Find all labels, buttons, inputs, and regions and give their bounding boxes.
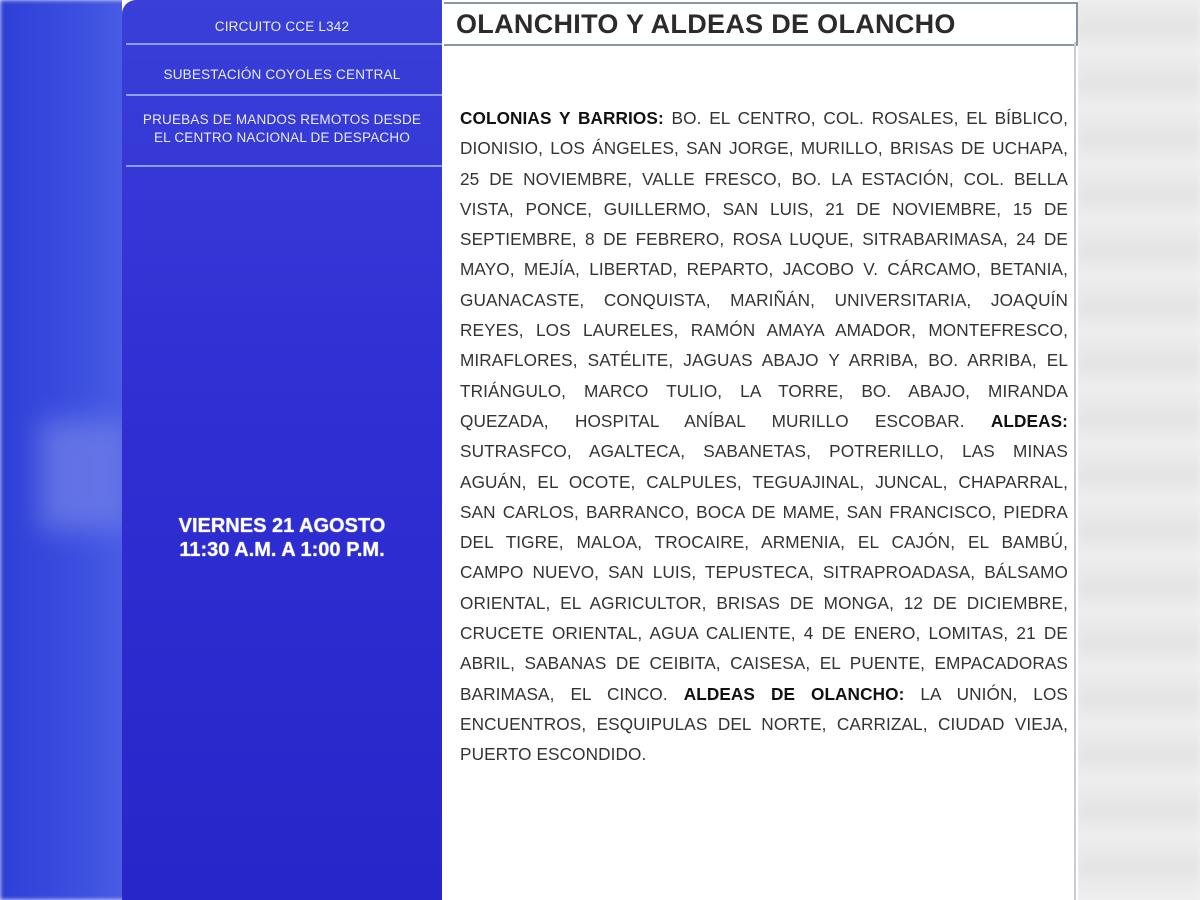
circuit-label: CIRCUITO CCE L342 xyxy=(214,19,350,34)
aldeas-olancho-label: ALDEAS DE OLANCHO: xyxy=(683,683,905,704)
page-title: OLANCHITO Y ALDEAS DE OLANCHO xyxy=(456,9,956,39)
outage-date-time xyxy=(122,514,442,562)
outage-date: VIERNES 21 AGOSTO xyxy=(178,515,386,537)
blurred-background-shape xyxy=(40,420,130,530)
outage-notice-card xyxy=(122,0,1078,900)
blurred-background-right xyxy=(1076,0,1200,900)
sidebar-divider xyxy=(126,165,442,167)
sidebar-divider xyxy=(126,43,442,45)
outage-time: 11:30 A.M. A 1:00 P.M. xyxy=(179,539,385,561)
sidebar-divider xyxy=(126,94,442,96)
aldeas-label: ALDEAS: xyxy=(990,410,1068,431)
remote-tests-line-1: PRUEBAS DE MANDOS REMOTOS DESDE xyxy=(142,112,422,127)
remote-tests-line-2: EL CENTRO NACIONAL DE DESPACHO xyxy=(153,130,411,145)
substation-label: SUBESTACIÓN COYOLES CENTRAL xyxy=(163,67,401,82)
aldeas-olancho-list: LA UNIÓN, LOS ENCUENTROS, ESQUIPULAS DEL NORTE, CARRIZAL, CIUDAD VIEJA, PUERTO ESCONDIDO. xyxy=(460,683,1068,765)
card-right-border xyxy=(1074,42,1076,900)
colonias-list: BO. EL CENTRO, COL. ROSALES, EL BÍBLICO, DIONISIO, LOS ÁNGELES, SAN JORGE, MURILLO, BRISAS DE UCHAPA, 25 DE NOVIEMBRE, VALLE FRESCO, BO. LA ESTACIÓN, COL. BELLA VISTA, PONCE, GUILLERMO, SAN LUIS, 21 DE NOVIEMBRE, 15 DE SEPTIEMBRE, 8 DE FEBRERO, ROSA LUQUE, SITRABARIMASA, 24 DE MAYO, MEJÍA, LIBERTAD, REPARTO, JACOBO V. CÁRCAMO, BETANIA, GUANACASTE, CONQUISTA, MARIÑÁN, UNIVERSITARIA, JOAQUÍN REYES, LOS LAURELES, RAMÓN AMAYA AMADOR, MONTEFRESCO, MIRAFLORES, SATÉLITE, JAGUAS ABAJO Y ARRIBA, BO. ARRIBA, EL TRIÁNGULO, MARCO TULIO, LA TORRE, BO. ABAJO, MIRANDA QUEZADA, HOSPITAL ANÍBAL MURILLO ESCOBAR. xyxy=(460,108,1068,431)
notice-sidebar xyxy=(122,0,442,900)
affected-areas-list xyxy=(460,103,1068,770)
remote-tests-label xyxy=(122,111,442,147)
aldeas-list: SUTRASFCO, AGALTECA, SABANETAS, POTRERILLO, LAS MINAS AGUÁN, EL OCOTE, CALPULES, TEGUAJINAL, JUNCAL, CHAPARRAL, SAN CARLOS, BARRANCO, BOCA DE MAME, SAN FRANCISCO, PIEDRA DEL TIGRE, MALOA, TROCAIRE, ARMENIA, EL CAJÓN, EL BAMBÚ, CAMPO NUEVO, SAN LUIS, TEPUSTECA, SITRAPROADASA, BÁLSAMO ORIENTAL, EL AGRICULTOR, BRISAS DE MONGA, 12 DE DICIEMBRE, CRUCETE ORIENTAL, AGUA CALIENTE, 4 DE ENERO, LOMITAS, 21 DE ABRIL, SABANAS DE CEIBITA, CAISESA, EL PUENTE, EMPACADORAS BARIMASA, EL CINCO. xyxy=(460,441,1068,704)
colonias-label: COLONIAS Y BARRIOS: xyxy=(460,108,664,128)
